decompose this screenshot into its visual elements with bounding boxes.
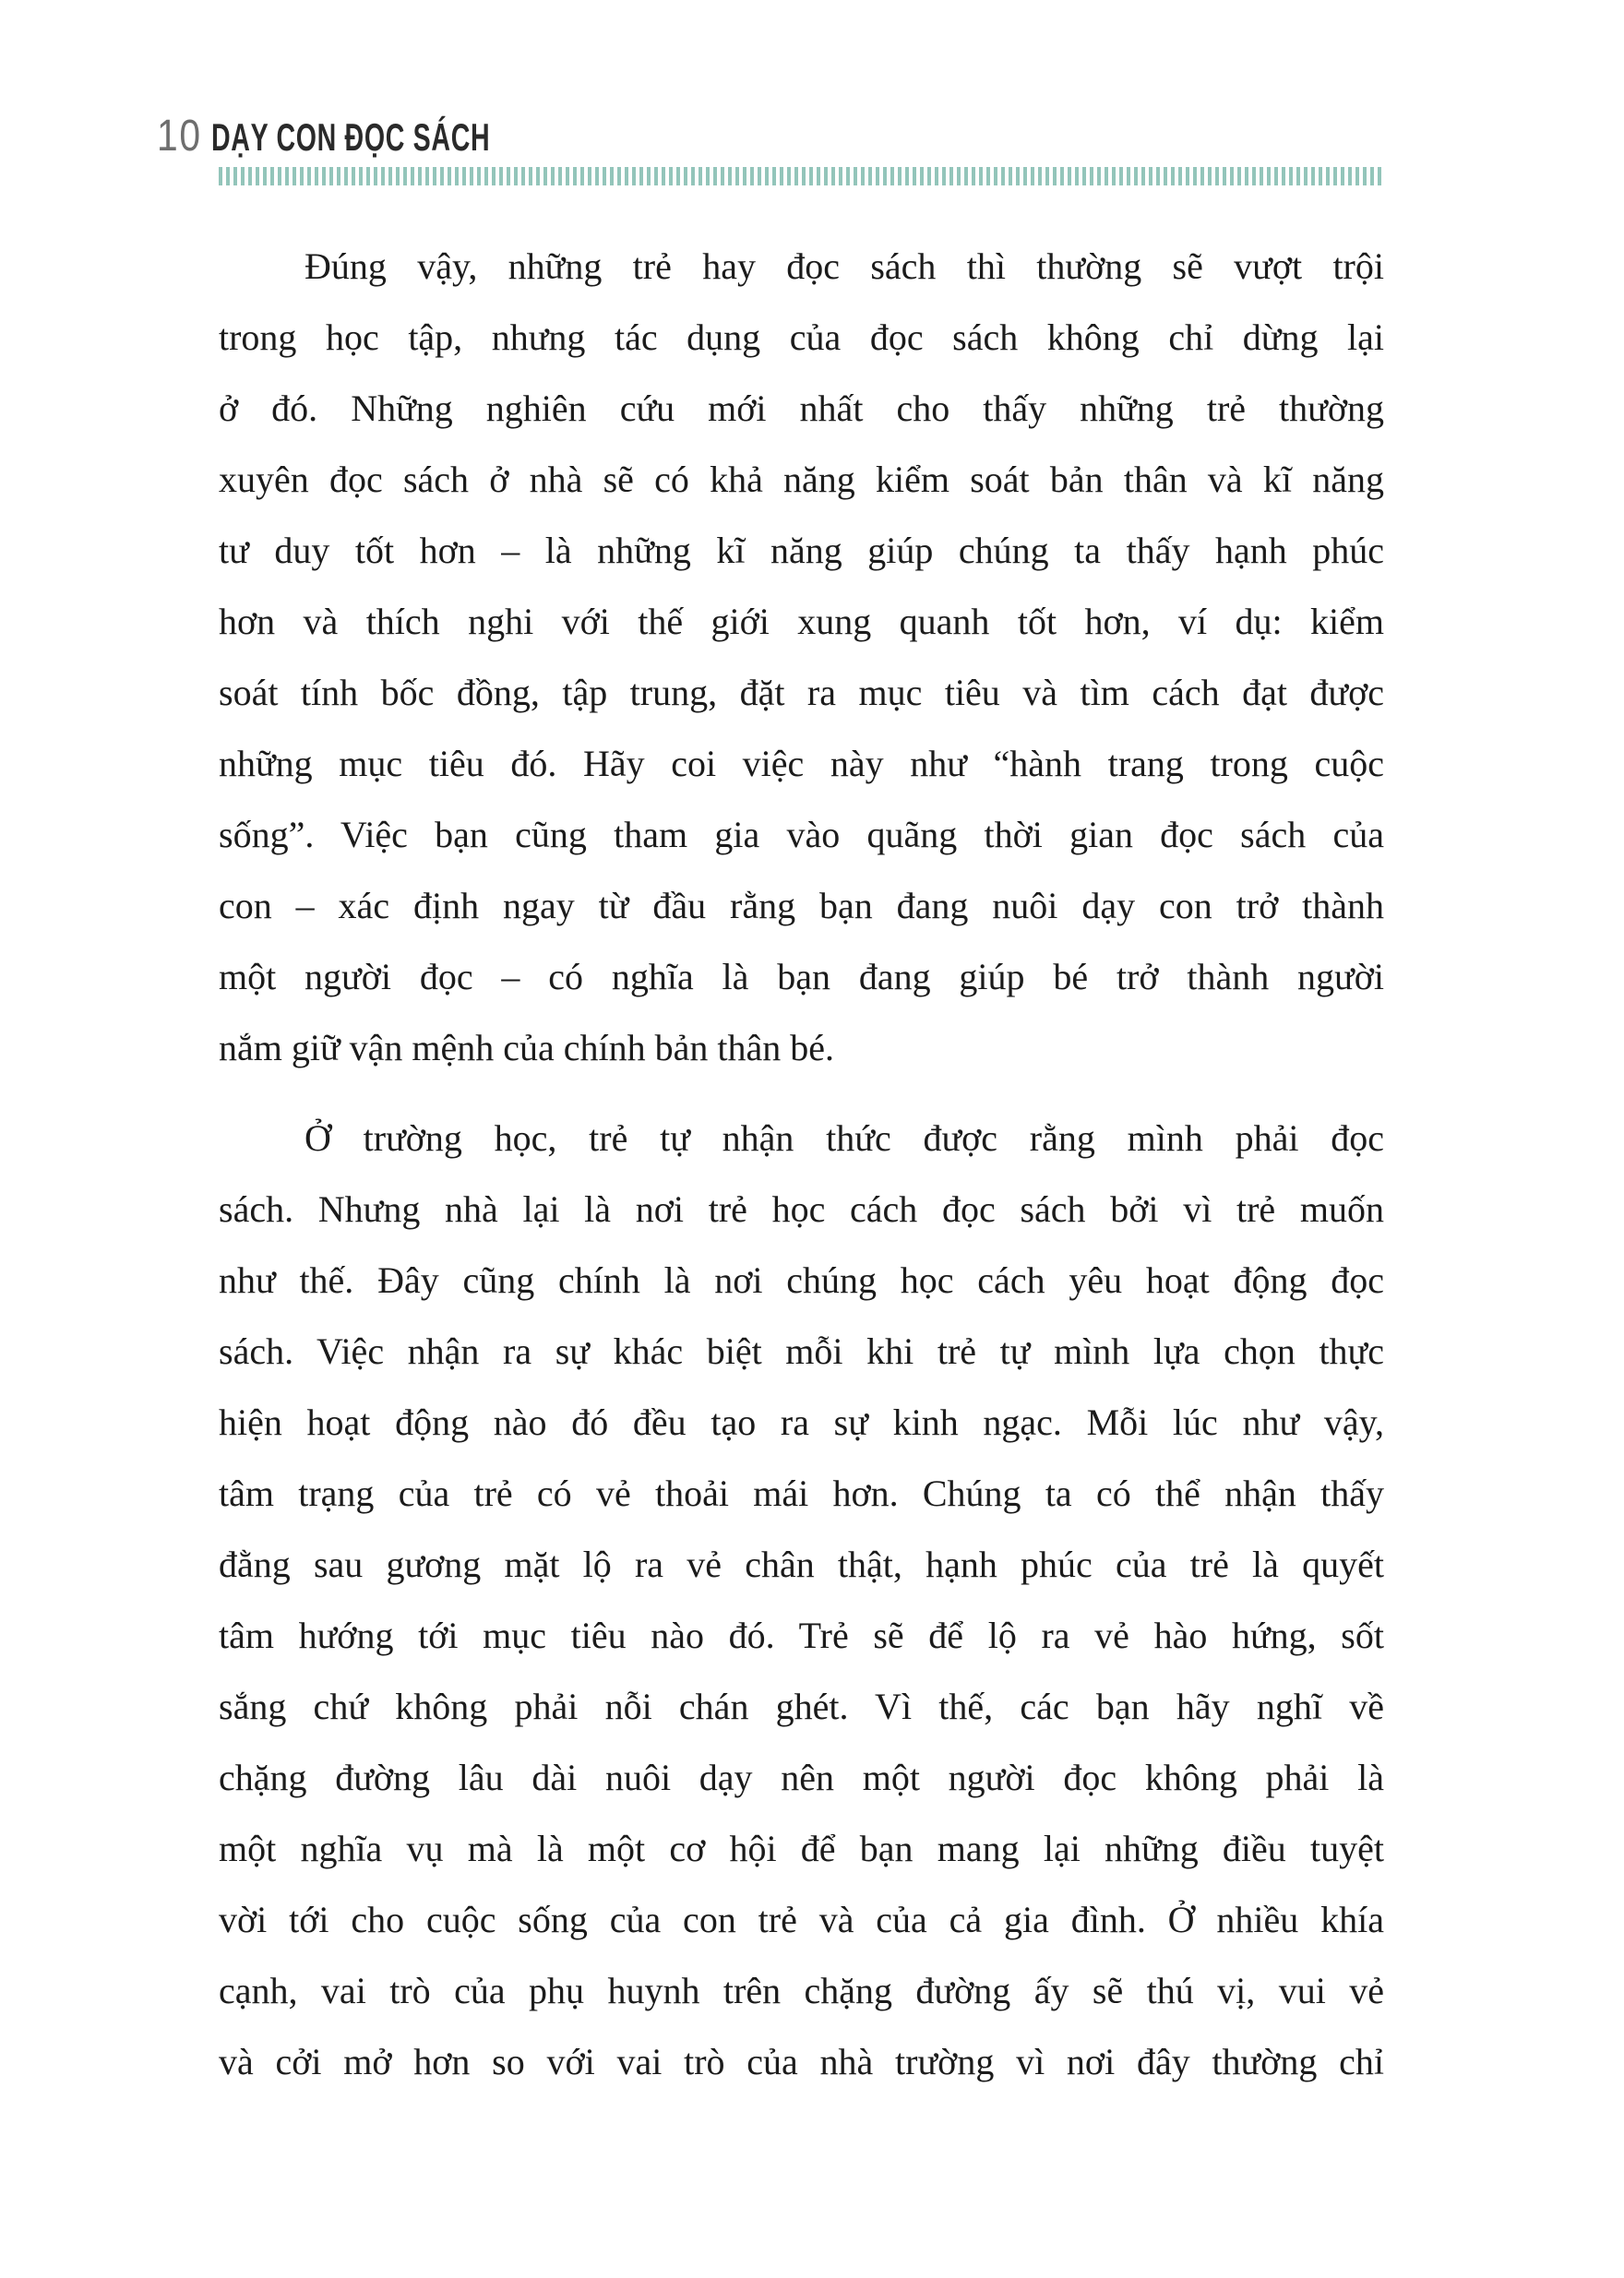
- text-line: đằng sau gương mặt lộ ra vẻ chân thật, hạnh phúc của trẻ là quyết: [219, 1544, 1384, 1585]
- page-number: 10: [157, 112, 202, 161]
- text-line: Ở trường học, trẻ tự nhận thức được rằng mình phải đọc: [304, 1117, 1384, 1159]
- page-header: [157, 114, 622, 159]
- header-stripe-rule: [219, 167, 1384, 185]
- text-line: con – xác định ngay từ đầu rằng bạn đang nuôi dạy con trở thành: [219, 885, 1384, 926]
- text-line: một nghĩa vụ mà là một cơ hội để bạn mang lại những điều tuyệt: [219, 1828, 1384, 1869]
- text-line: sách. Nhưng nhà lại là nơi trẻ học cách đọc sách bởi vì trẻ muốn: [219, 1188, 1384, 1230]
- text-line: tư duy tốt hơn – là những kĩ năng giúp chúng ta thấy hạnh phúc: [219, 530, 1384, 571]
- paragraph: [219, 231, 1384, 1083]
- text-line: hơn và thích nghi với thế giới xung quanh tốt hơn, ví dụ: kiểm: [219, 601, 1384, 642]
- text-line: tâm hướng tới mục tiêu nào đó. Trẻ sẽ để lộ ra vẻ hào hứng, sốt: [219, 1615, 1384, 1656]
- text-line: Đúng vậy, những trẻ hay đọc sách thì thường sẽ vượt trội: [304, 245, 1384, 287]
- text-line: vời tới cho cuộc sống của con trẻ và của cả gia đình. Ở nhiều khía: [219, 1899, 1384, 1940]
- text-line: những mục tiêu đó. Hãy coi việc này như “hành trang trong cuộc: [219, 743, 1384, 784]
- text-line: nắm giữ vận mệnh của chính bản thân bé.: [219, 1027, 835, 1068]
- text-line: cạnh, vai trò của phụ huynh trên chặng đường ấy sẽ thú vị, vui vẻ: [219, 1970, 1384, 2011]
- text-line: như thế. Đây cũng chính là nơi chúng học cách yêu hoạt động đọc: [219, 1259, 1384, 1301]
- text-line: trong học tập, nhưng tác dụng của đọc sách không chỉ dừng lại: [219, 316, 1384, 358]
- text-line: soát tính bốc đồng, tập trung, đặt ra mục tiêu và tìm cách đạt được: [219, 672, 1384, 713]
- paragraph: [219, 1103, 1384, 2097]
- text-line: và cởi mở hơn so với vai trò của nhà trường vì nơi đây thường chỉ: [219, 2041, 1384, 2082]
- text-line: chặng đường lâu dài nuôi dạy nên một người đọc không phải là: [219, 1757, 1384, 1798]
- text-line: xuyên đọc sách ở nhà sẽ có khả năng kiểm soát bản thân và kĩ năng: [219, 459, 1384, 500]
- text-line: ở đó. Những nghiên cứu mới nhất cho thấy những trẻ thường: [219, 388, 1384, 429]
- text-line: sắng chứ không phải nỗi chán ghét. Vì thế, các bạn hãy nghĩ về: [219, 1686, 1384, 1727]
- running-title: DẠY CON ĐỌC SÁCH: [211, 115, 491, 159]
- text-line: hiện hoạt động nào đó đều tạo ra sự kinh ngạc. Mỗi lúc như vậy,: [219, 1401, 1384, 1443]
- body-text: [219, 231, 1384, 2097]
- text-line: tâm trạng của trẻ có vẻ thoải mái hơn. Chúng ta có thể nhận thấy: [219, 1473, 1384, 1514]
- text-line: sách. Việc nhận ra sự khác biệt mỗi khi trẻ tự mình lựa chọn thực: [219, 1330, 1384, 1372]
- text-line: sống”. Việc bạn cũng tham gia vào quãng thời gian đọc sách của: [219, 814, 1384, 855]
- text-line: một người đọc – có nghĩa là bạn đang giúp bé trở thành người: [219, 956, 1384, 997]
